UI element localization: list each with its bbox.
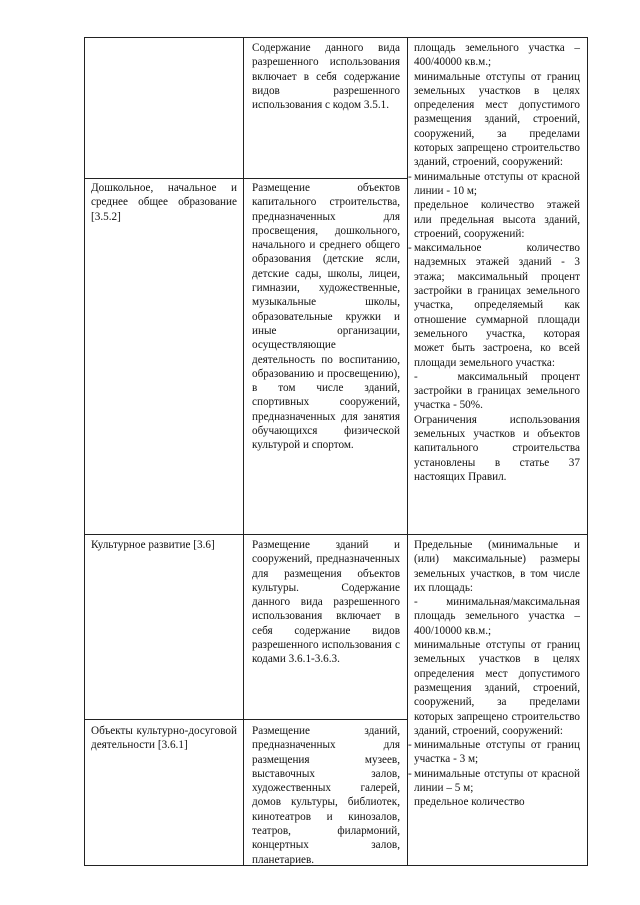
params1-max-coverage-item: - максимальный процент застройки в границах земельного участка - 50%. [414,370,580,412]
params2-setbacks-intro: минимальные отступы от границ земельных участков в целях определения мест допустимого размещения зданий, строений, сооружений, за пределами которых запрещено строительство зданий, строений, сооружений: [414,639,580,737]
params1-setbacks-intro: минимальные отступы от границ земельных участков в целях определения мест допустимого размещения зданий, строений, сооружений, за пределами которых запрещено строительство зданий, строений, сооружений: [414,70,580,169]
row4-name-cell [91,724,237,753]
row-divider-1 [85,178,407,179]
params2-intro: Предельные (минимальные и (или) максимальные) размеры земельных участков, в том числе их площадь: [414,539,580,594]
params2-setback-boundary-item: - минимальные отступы от границ участка - 3 м; [408,739,580,766]
params1-max-floors-item: - максимальное количество надземных этажей зданий - 3 этажа; максимальный процент застройки в границах земельного участка, определяемый как отношение суммарной площади земельного участка, которая может быть застроена, ко всей площади земельного участка: [408,242,580,369]
row4-description: Размещение зданий, предназначенных для размещения музеев, выставочных залов, художественных галерей, домов культуры, библиотек, кинотеатров и кинозалов, театров, филармоний, концертных залов, планетариев. [252,725,400,866]
list-dash: - [408,767,412,780]
params2-floors-start: предельное количество [414,796,525,809]
row2-description-cell [252,181,400,453]
row-divider-params [407,534,587,535]
column-divider-1 [243,38,244,865]
params-block-1 [408,41,580,484]
row2-name: Дошкольное, начальное и среднее общее образование [3.5.2] [91,182,237,223]
row-divider-3 [85,719,407,720]
row1-description-cell [252,41,400,112]
params2-area-item: - минимальная/максимальная площадь земельного участка – 400/10000 кв.м.; [414,596,580,637]
params1-restrictions: Ограничения использования земельных участков и объектов капитального строительства установлены в статье 37 настоящих Правил. [414,413,580,483]
row2-description: Размещение объектов капитального строительства, предназначенных для просвещения, дошкольного, начального и среднего общего образования (детские ясли, детские сады, школы, лицеи, гимназии, художественные, музыкальные школы, образовательные кружки и иные организации, осуществляющие деятельность по воспитанию, образованию и просвещению), в том числе зданий, спортивных сооружений, предназначенных для занятия обучающихся физической культурой и спортом. [252,182,400,452]
params1-area: площадь земельного участка – 400/40000 кв.м.; [414,42,580,69]
params1-setback-red-line-item: - минимальные отступы от красной линии - 10 м; [408,170,580,197]
row3-description-cell [252,538,400,667]
params2-setback-red-line-item: - минимальные отступы от красной линии – 5 м; [408,767,580,795]
row3-name-cell [91,538,237,552]
params1-floors-intro: предельное количество этажей или предельная высота зданий, строений, сооружений: [414,199,580,240]
list-dash: - [408,242,412,255]
params-block-2 [408,538,580,810]
zoning-table [84,37,588,866]
row-divider-2 [85,534,407,535]
row4-description-cell [252,724,400,867]
row3-name: Культурное развитие [3.6] [91,539,215,551]
list-dash: - [408,739,412,752]
list-dash: - [408,170,412,183]
row2-name-cell [91,181,237,224]
row4-name: Объекты культурно-досуговой деятельности [3.6.1] [91,725,237,752]
row3-description: Размещение зданий и сооружений, предназначенных для размещения объектов культуры. Содержание данного вида разрешенного использования включает в себя содержание видов разрешенного использования с кодами 3.6.1-3.6.3. [252,539,400,666]
row1-description: Содержание данного вида разрешенного использования включает в себя содержание видов разрешенного использования с кодом 3.5.1. [252,42,400,112]
